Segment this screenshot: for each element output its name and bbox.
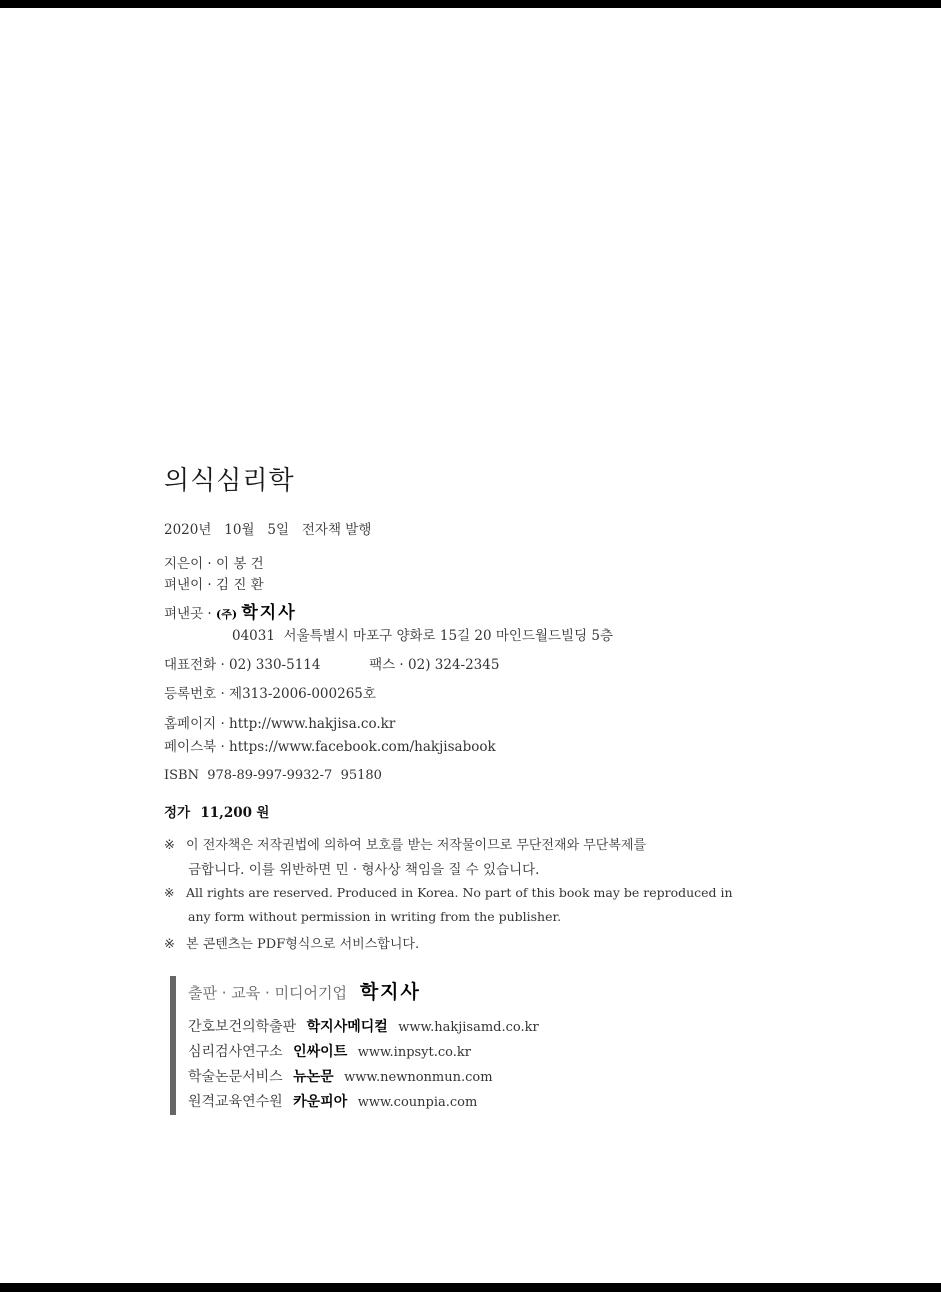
phone-line (164, 653, 499, 673)
book-title: 의식심리학 (164, 466, 295, 496)
notice-mark-2: ※ (164, 885, 175, 900)
group-item-division: 학술논문서비스 (188, 1069, 283, 1085)
group-item (188, 1066, 493, 1086)
publisher-person-name: 김 진 환 (216, 577, 264, 593)
phone-label: 대표전화 · (164, 657, 225, 673)
group-item-division: 원격교육연수원 (188, 1094, 283, 1110)
group-item-url[interactable]: www.inpsyt.co.kr (357, 1045, 471, 1060)
address-line (232, 624, 613, 644)
notice-ko-line-1 (164, 834, 772, 853)
facebook-link[interactable]: https://www.facebook.com/hakjisabook (229, 739, 496, 755)
notice-en-text-1: All rights are reserved. Produced in Korea. No part of this book may be reproduced in (186, 885, 733, 900)
fax-value: 02) 324-2345 (408, 657, 500, 673)
notice-en-line-1 (164, 885, 772, 900)
group-heading (188, 977, 421, 1004)
facebook-line (164, 735, 496, 755)
publisher-person-label: 펴낸이 · (164, 577, 212, 593)
isbn-line (164, 768, 382, 783)
registration-value: 제313-2006-000265호 (229, 686, 376, 702)
author-name: 이 봉 건 (216, 556, 264, 572)
registration-line (164, 682, 376, 702)
facebook-label: 페이스북 · (164, 739, 225, 755)
group-item-url[interactable]: www.counpia.com (357, 1095, 478, 1110)
edition-text: 2020년 10월 5일 전자책 발행 (164, 522, 372, 538)
group-item-brand: 뉴논문 (293, 1069, 334, 1085)
group-item-url[interactable]: www.hakjisamd.co.kr (398, 1020, 539, 1035)
edition-line (164, 518, 371, 538)
isbn-text: ISBN 978-89-997-9932-7 95180 (164, 768, 382, 783)
group-hakjisa-logo: 학지사 (359, 981, 421, 1003)
price-line (164, 801, 269, 821)
notice-mark-3: ※ (164, 937, 175, 952)
group-side-rule (170, 976, 176, 1115)
notice-pdf-line (164, 933, 772, 952)
group-item-division: 간호보건의학출판 (188, 1019, 297, 1035)
top-border (0, 0, 941, 8)
bottom-border (0, 1283, 941, 1292)
author-label: 지은이 · (164, 556, 212, 572)
price-label: 정가 (164, 805, 191, 821)
address-text: 04031 서울특별시 마포구 양화로 15길 20 마인드월드빌딩 5층 (232, 628, 614, 644)
homepage-line (164, 712, 395, 732)
notice-pdf-text: 본 콘텐츠는 PDF형식으로 서비스합니다. (186, 937, 420, 952)
publishing-house-line (164, 598, 297, 623)
group-heading-text: 출판 · 교육 · 미디어기업 (188, 984, 348, 1002)
homepage-link[interactable]: http://www.hakjisa.co.kr (229, 716, 396, 732)
group-item-url[interactable]: www.newnonmun.com (344, 1070, 493, 1085)
group-item (188, 1016, 539, 1036)
group-item-brand: 카운피아 (293, 1094, 348, 1110)
price-value: 11,200 (200, 805, 253, 821)
notice-mark-1: ※ (164, 838, 175, 853)
notice-ko-line-2 (188, 858, 539, 878)
publisher-person-line (164, 573, 264, 593)
group-item-brand: 학지사메디컬 (306, 1019, 388, 1035)
notice-ko-text-2: 금합니다. 이를 위반하면 민 · 형사상 책임을 질 수 있습니다. (188, 862, 540, 878)
publishing-house-label: 펴낸곳 · (164, 606, 212, 622)
price-unit: 원 (256, 805, 270, 821)
registration-label: 등록번호 · (164, 686, 225, 702)
notice-en-line-2 (188, 909, 561, 924)
phone-value: 02) 330-5114 (229, 657, 321, 673)
group-item-brand: 인싸이트 (293, 1044, 348, 1060)
group-item (188, 1091, 477, 1111)
author-line (164, 552, 264, 572)
notice-en-text-2: any form without permission in writing from the publisher. (188, 909, 562, 924)
homepage-label: 홈페이지 · (164, 716, 225, 732)
fax-label: 팩스 · (369, 657, 404, 673)
group-item (188, 1041, 471, 1061)
notice-ko-text-1: 이 전자책은 저작권법에 의하여 보호를 받는 저작물이므로 무단전재와 무단복제를 (186, 838, 647, 853)
corp-mark: (주) (216, 608, 238, 621)
group-item-division: 심리검사연구소 (188, 1044, 283, 1060)
hakjisa-logo: 학지사 (241, 603, 297, 623)
